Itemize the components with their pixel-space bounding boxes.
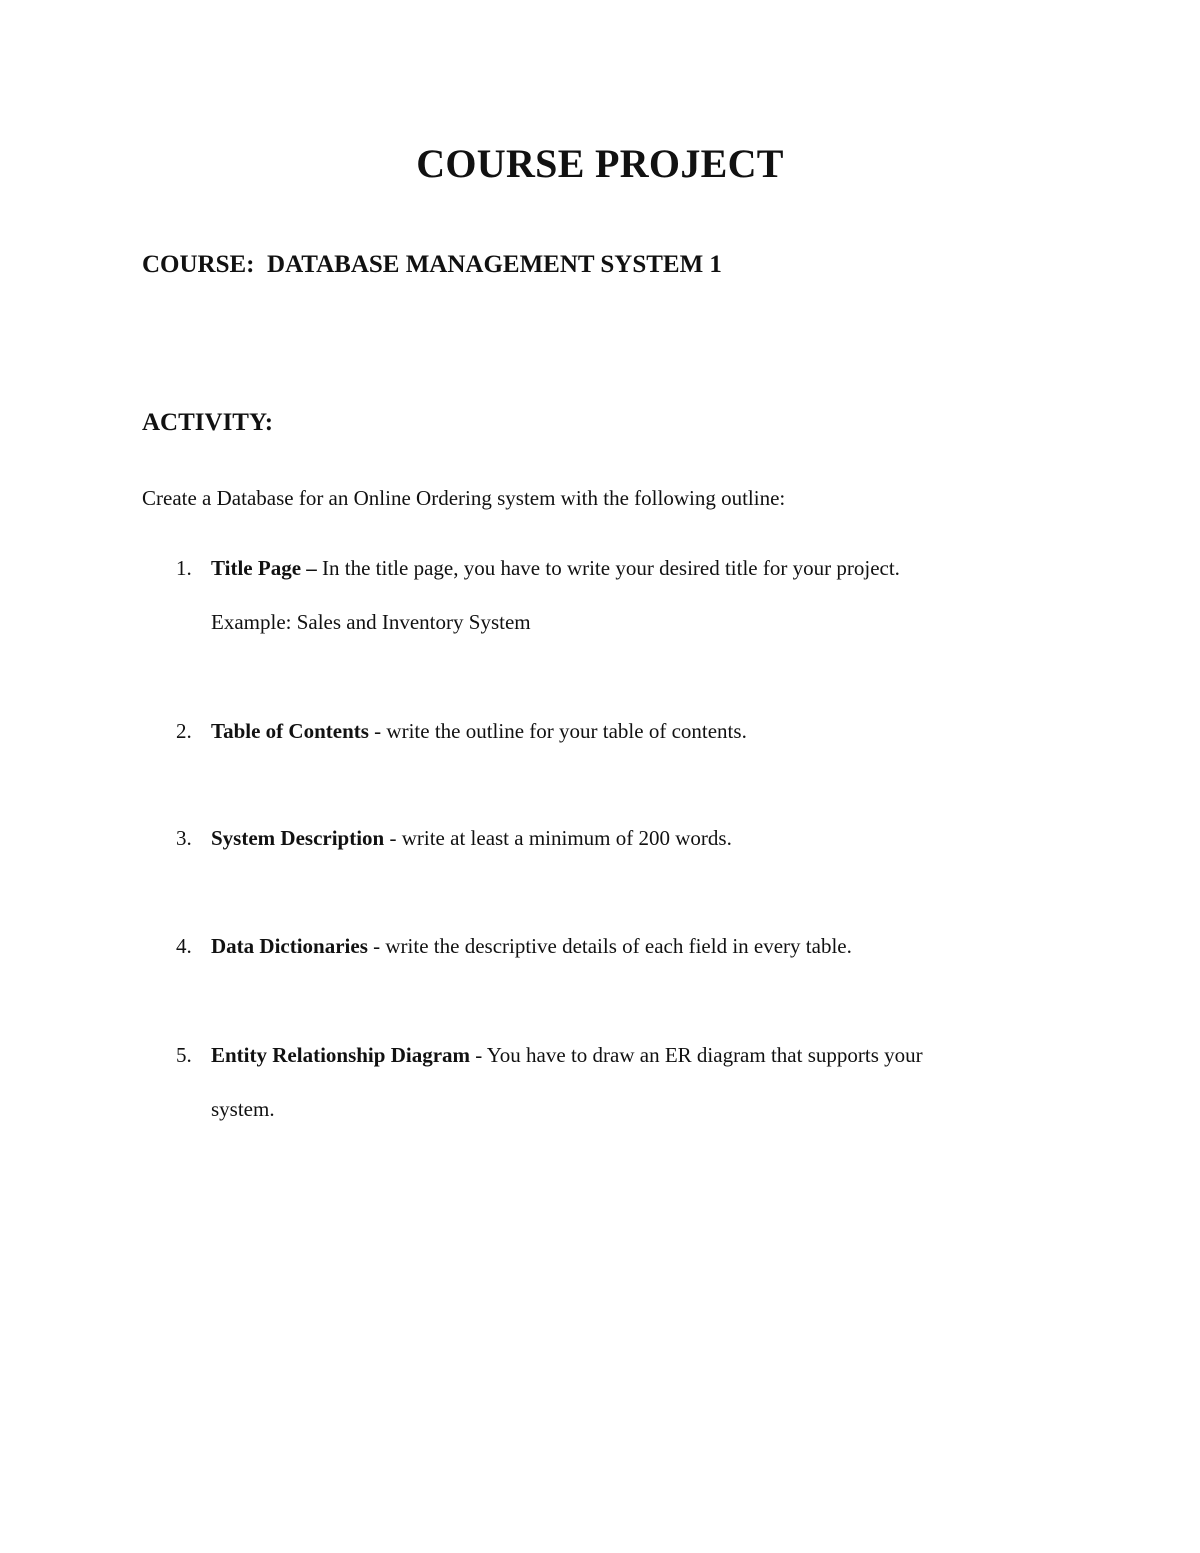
item-body [211,932,1026,960]
item-separator: - [368,719,387,743]
item-body [211,1041,1026,1123]
item-body [211,717,1026,745]
page-title: COURSE PROJECT [416,141,784,186]
item-description: write the descriptive details of each field in every table. [385,934,852,958]
item-number: 4. [176,934,192,958]
item-separator: - [470,1043,487,1067]
item-number: 5. [176,1043,192,1067]
item-continuation: system. [211,1097,275,1121]
item-description: You have to draw an ER diagram that supports your [486,1043,923,1067]
item-separator: - [384,826,402,850]
item-term: System Description [211,826,385,850]
item-body [211,554,1026,636]
item-description: In the title page, you have to write your desired title for your project. [322,556,900,580]
item-number: 3. [176,826,192,850]
item-description: write the outline for your table of contents. [386,719,747,743]
item-term: Data Dictionaries [211,934,368,958]
item-description: write at least a minimum of 200 words. [401,826,732,850]
item-number: 1. [176,556,192,580]
item-separator: - [367,934,386,958]
course-label: COURSE: [142,251,255,278]
course-name: DATABASE MANAGEMENT SYSTEM 1 [267,251,722,278]
item-term: Table of Contents [211,719,369,743]
activity-heading: ACTIVITY: [142,409,274,436]
item-term: Title Page [211,556,302,580]
course-line [142,250,722,280]
item-body [211,824,1026,852]
item-separator: – [301,556,323,580]
intro-paragraph: Create a Database for an Online Ordering system with the following outline: [142,486,786,510]
item-number: 2. [176,719,192,743]
item-continuation: Example: Sales and Inventory System [211,610,531,634]
item-term: Entity Relationship Diagram [211,1043,471,1067]
